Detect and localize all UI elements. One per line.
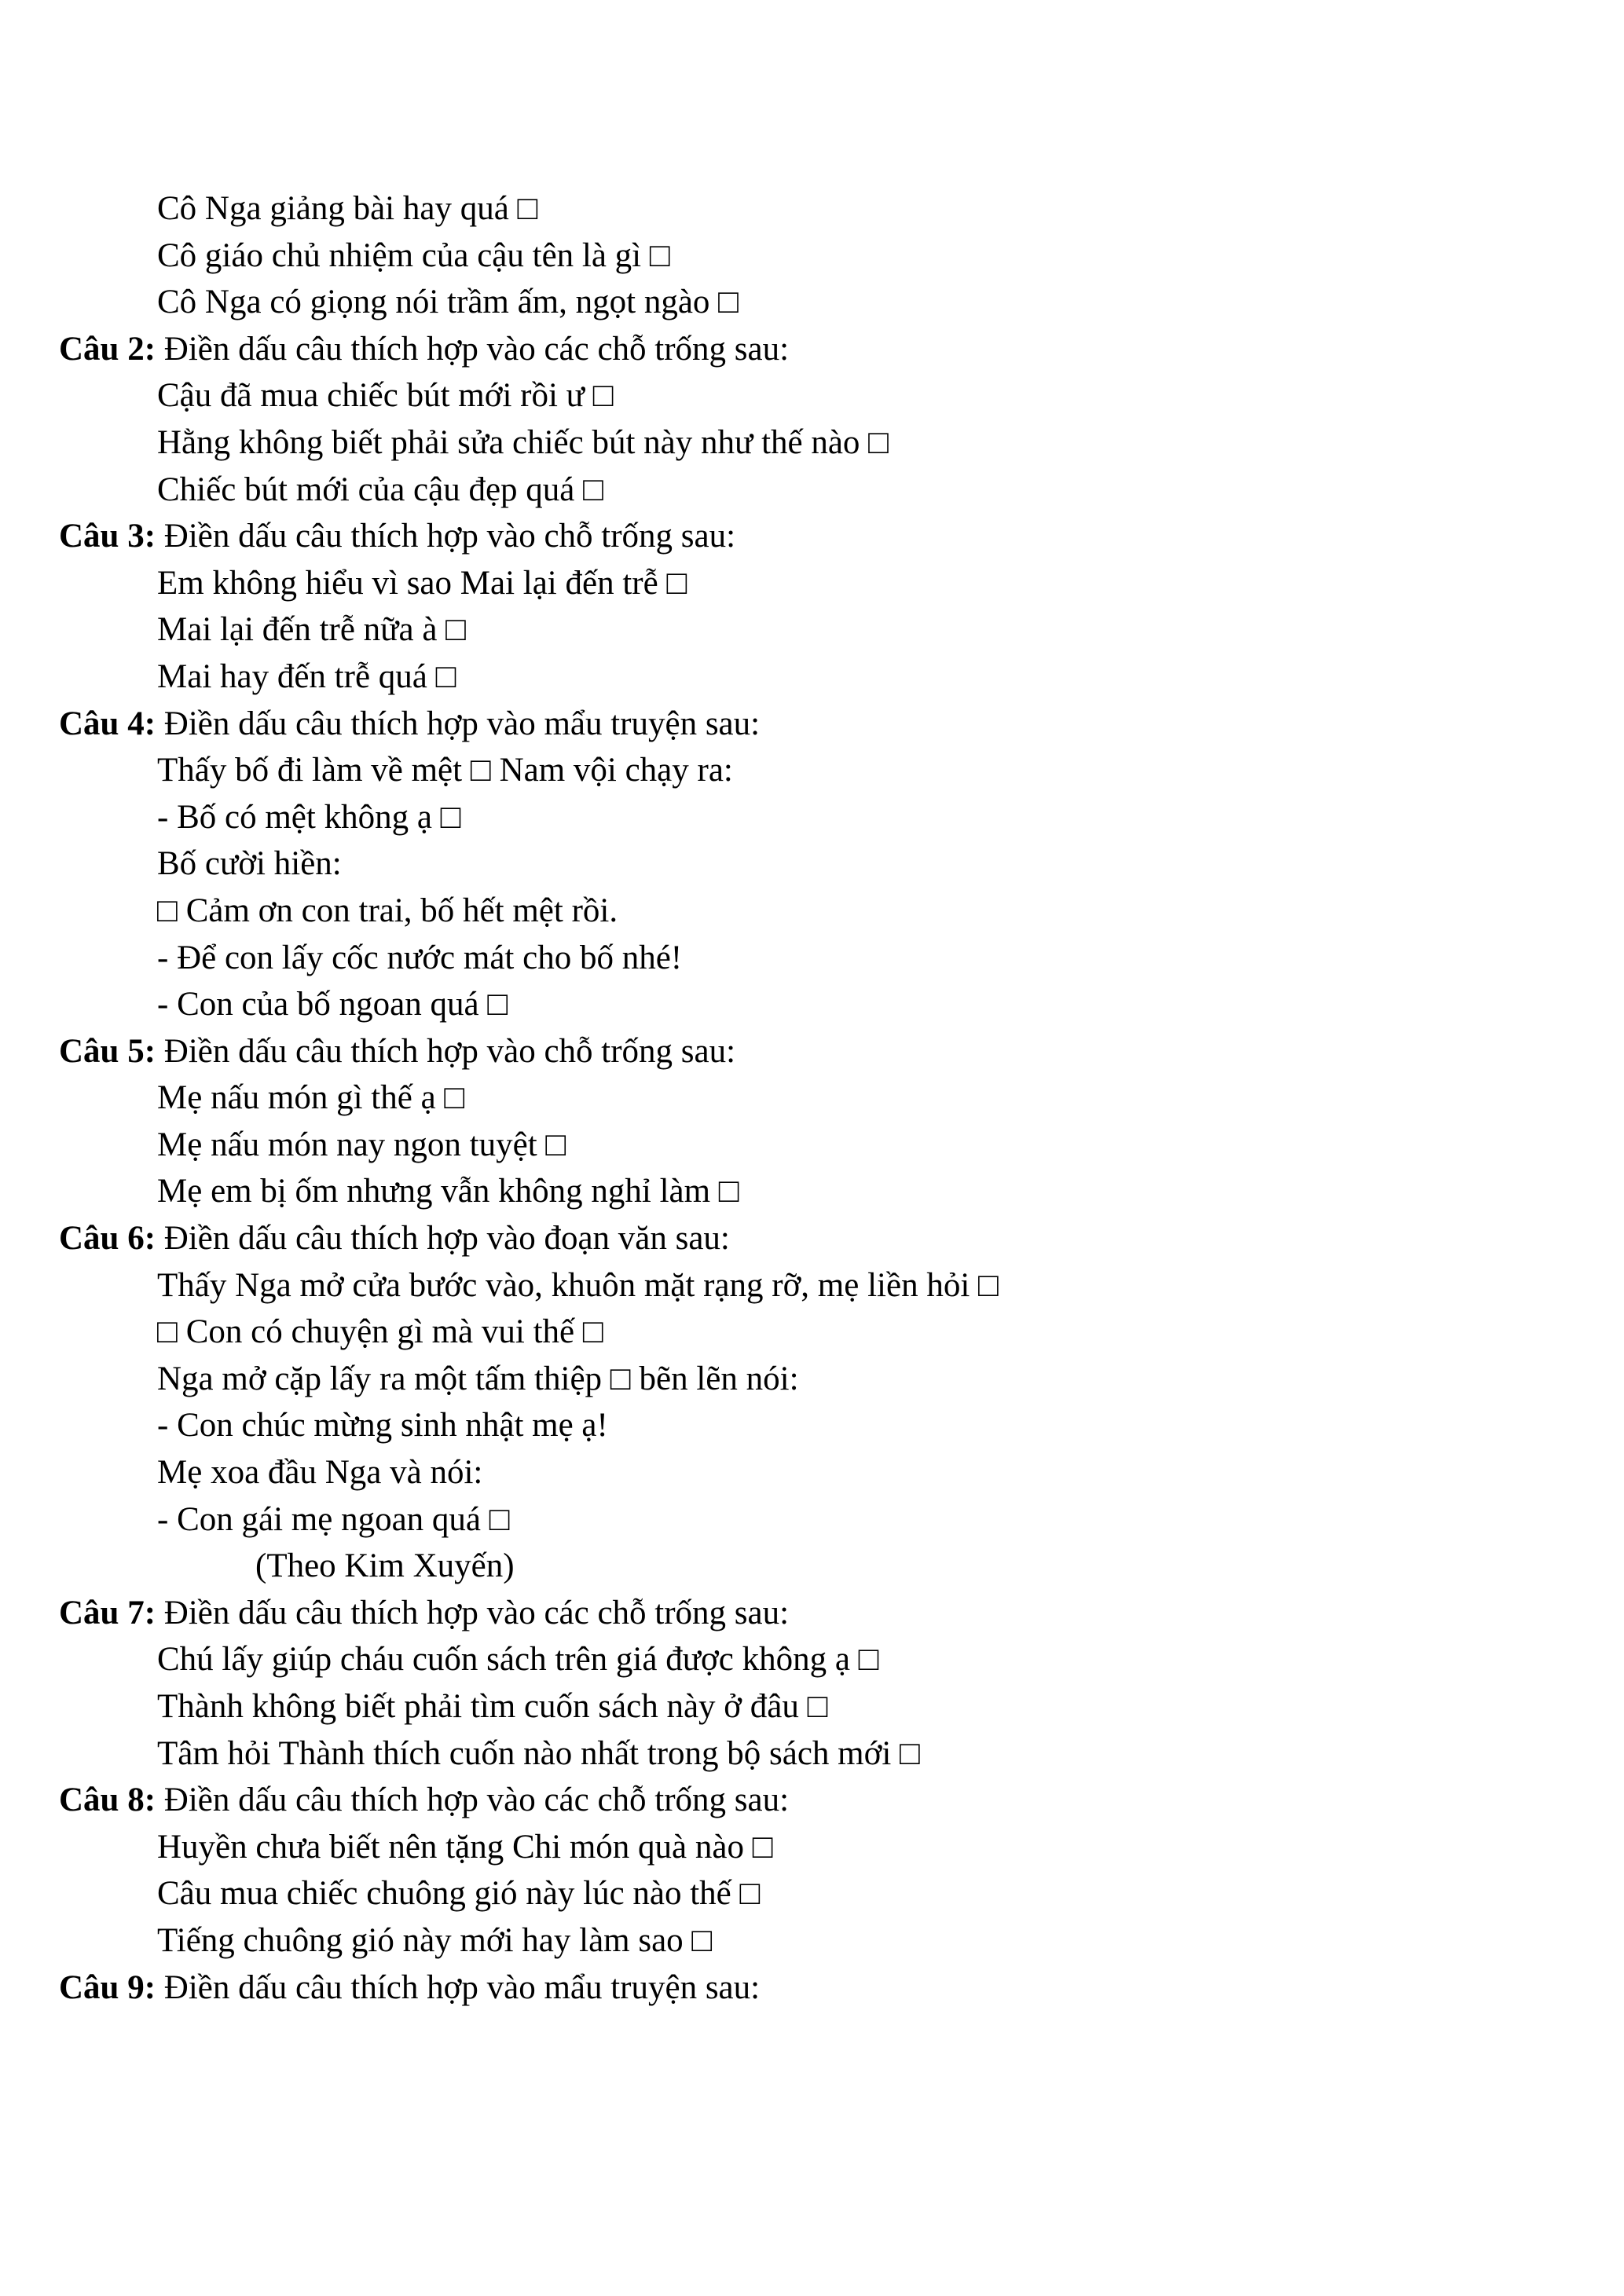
question-heading bbox=[0, 1777, 1624, 1824]
question-heading bbox=[0, 1590, 1624, 1637]
question-heading bbox=[0, 1215, 1624, 1262]
question-instruction: Điền dấu câu thích hợp vào các chỗ trống sau: bbox=[156, 1782, 790, 1819]
question-instruction: Điền dấu câu thích hợp vào mẩu truyện sau: bbox=[156, 705, 761, 742]
sentence-line: Mẹ xoa đầu Nga và nói: bbox=[157, 1454, 483, 1492]
sentence-line: - Con gái mẹ ngoan quá □ bbox=[157, 1500, 510, 1538]
sentence-line: - Bố có mệt không ạ □ bbox=[157, 798, 461, 836]
sentence-line: Bố cười hiền: bbox=[157, 845, 342, 883]
sentence-line: Nga mở cặp lấy ra một tấm thiệp □ bẽn lẽn nói: bbox=[157, 1360, 799, 1397]
document-page bbox=[0, 185, 1624, 2011]
sentence-line: Tiếng chuông gió này mới hay làm sao □ bbox=[157, 1921, 713, 1959]
sentence-line: Mẹ em bị ốm nhưng vẫn không nghỉ làm □ bbox=[157, 1173, 739, 1210]
sentence-line: □ Cảm ơn con trai, bố hết mệt rồi. bbox=[157, 892, 618, 929]
sentence-line: Em không hiểu vì sao Mai lại đến trễ □ bbox=[157, 564, 687, 602]
sentence-line: - Con chúc mừng sinh nhật mẹ ạ! bbox=[157, 1407, 608, 1445]
question-heading bbox=[0, 326, 1624, 373]
question-number: Câu 3: bbox=[59, 518, 156, 555]
sentence-line: Chú lấy giúp cháu cuốn sách trên giá được không ạ □ bbox=[157, 1641, 879, 1679]
question-number: Câu 9: bbox=[59, 1968, 156, 2006]
sentence-line: Thấy bố đi làm về mệt □ Nam vội chạy ra: bbox=[157, 752, 733, 789]
sentence-line: Mẹ nấu món nay ngon tuyệt □ bbox=[157, 1126, 566, 1163]
sentence-line: - Con của bố ngoan quá □ bbox=[157, 986, 508, 1023]
question-heading bbox=[0, 1965, 1624, 2012]
sentence-line: Cậu đã mua chiếc bút mới rồi ư □ bbox=[157, 377, 614, 415]
question-heading bbox=[0, 513, 1624, 560]
question-instruction: Điền dấu câu thích hợp vào chỗ trống sau: bbox=[156, 518, 736, 555]
sentence-line: Mai hay đến trễ quá □ bbox=[157, 657, 456, 695]
sentence-line: Cô giáo chủ nhiệm của cậu tên là gì □ bbox=[157, 236, 670, 274]
sentence-line: Tâm hỏi Thành thích cuốn nào nhất trong bộ sách mới □ bbox=[157, 1734, 921, 1772]
sentence-line: Mẹ nấu món gì thế ạ □ bbox=[157, 1079, 465, 1117]
question-instruction: Điền dấu câu thích hợp vào đoạn văn sau: bbox=[156, 1220, 730, 1258]
source-attribution: (Theo Kim Xuyến) bbox=[255, 1547, 515, 1585]
question-heading bbox=[0, 701, 1624, 748]
sentence-line: Thấy Nga mở cửa bước vào, khuôn mặt rạng rỡ, mẹ liền hỏi □ bbox=[157, 1266, 999, 1304]
sentence-line: Cô Nga giảng bài hay quá □ bbox=[157, 190, 538, 227]
sentence-line: Câu mua chiếc chuông gió này lúc nào thế □ bbox=[157, 1875, 761, 1913]
question-instruction: Điền dấu câu thích hợp vào các chỗ trống sau: bbox=[156, 330, 790, 368]
question-number: Câu 6: bbox=[59, 1220, 156, 1258]
question-number: Câu 8: bbox=[59, 1782, 156, 1819]
sentence-line: Huyền chưa biết nên tặng Chi món quà nào □ bbox=[157, 1828, 773, 1866]
sentence-line: Thành không biết phải tìm cuốn sách này ở đâu □ bbox=[157, 1688, 828, 1725]
sentence-line: Hằng không biết phải sửa chiếc bút này như thế nào □ bbox=[157, 423, 889, 461]
question-number: Câu 2: bbox=[59, 330, 156, 368]
question-instruction: Điền dấu câu thích hợp vào các chỗ trống sau: bbox=[156, 1594, 790, 1631]
sentence-line: □ Con có chuyện gì mà vui thế □ bbox=[157, 1313, 603, 1351]
sentence-line: Cô Nga có giọng nói trầm ấm, ngọt ngào □ bbox=[157, 284, 739, 321]
sentence-line: Chiếc bút mới của cậu đẹp quá □ bbox=[157, 471, 604, 508]
question-number: Câu 7: bbox=[59, 1594, 156, 1631]
question-number: Câu 4: bbox=[59, 705, 156, 742]
sentence-line: - Để con lấy cốc nước mát cho bố nhé! bbox=[157, 939, 683, 976]
sentence-line: Mai lại đến trễ nữa à □ bbox=[157, 611, 467, 649]
question-instruction: Điền dấu câu thích hợp vào chỗ trống sau: bbox=[156, 1032, 736, 1070]
question-instruction: Điền dấu câu thích hợp vào mẩu truyện sau: bbox=[156, 1968, 761, 2006]
question-number: Câu 5: bbox=[59, 1032, 156, 1070]
question-heading bbox=[0, 1028, 1624, 1075]
